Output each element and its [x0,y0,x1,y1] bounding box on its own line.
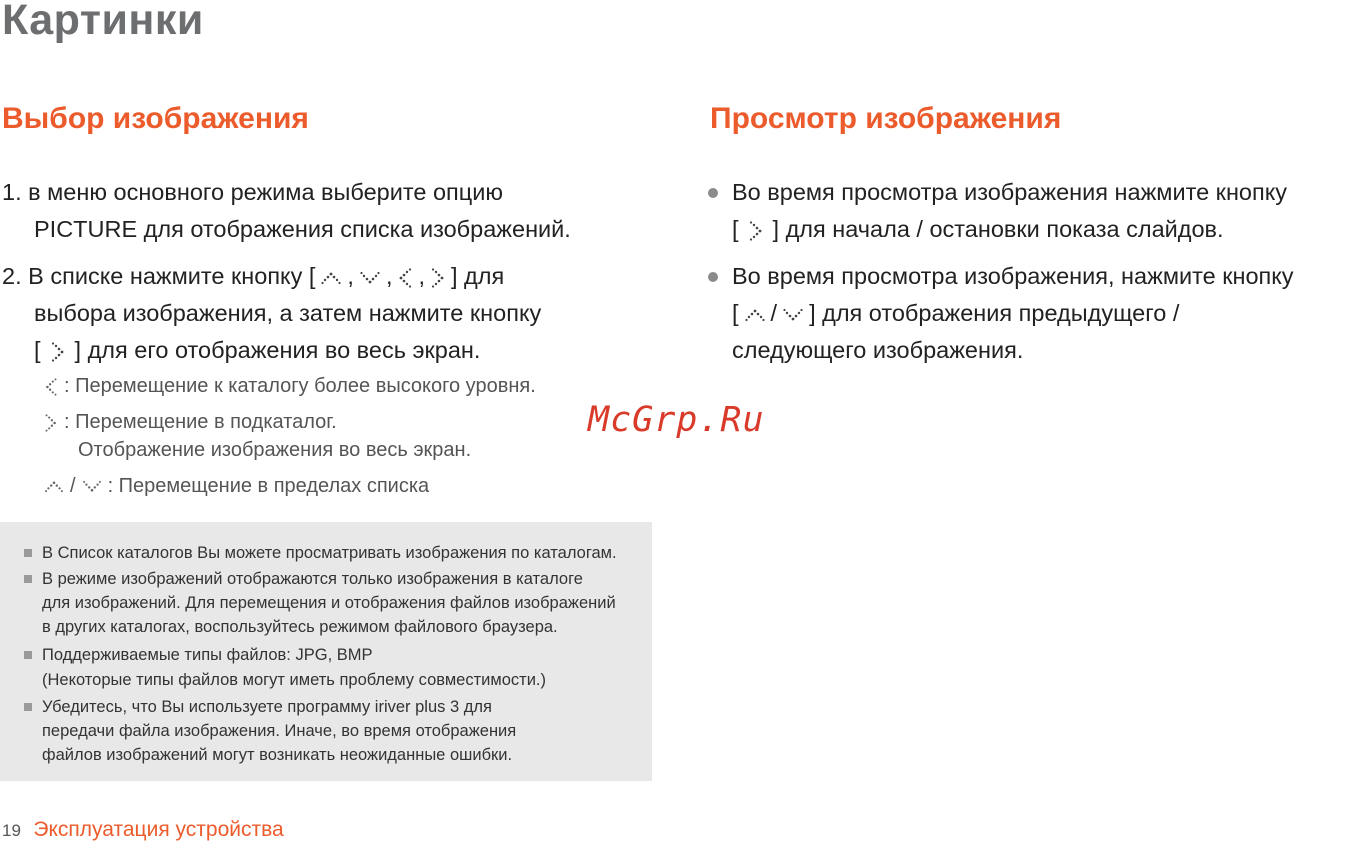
bullet-prev-next-line3 [710,332,1023,369]
separator: , [385,263,393,289]
slash: / [70,475,76,497]
right-arrow-icon [431,268,445,288]
step-1 [2,174,503,211]
bullet-text: Во время просмотра изображения нажмите кнопку [732,179,1288,205]
view-image-heading: Просмотр изображения [710,102,1062,135]
page-number: 19 [2,821,21,840]
info-item-formats [42,642,373,668]
down-arrow-icon [82,480,102,493]
bullet-text-suffix: ] для начала / остановки показа слайдов. [772,216,1224,242]
info-item-software-line2: передачи файла изображения. Иначе, во время отображения [42,722,517,740]
step-2 [2,258,504,295]
bullet-prev-next-line2 [710,295,1179,332]
slash: / [770,300,778,326]
left-arrow-icon [44,378,58,396]
info-item-mode [42,566,583,592]
bullet-text-line2 [710,211,1224,248]
up-arrow-icon [321,271,341,285]
down-arrow-icon [783,308,803,322]
bullet-slideshow-line2 [710,211,1224,248]
note-text: : Перемещение к каталогу более высокого уровня. [64,375,536,397]
bullet-dot [708,188,718,198]
bullet-text-line3: следующего изображения. [732,337,1024,363]
note-updown-keys [44,472,429,501]
info-text: В режиме изображений отображаются только изображения в каталоге [42,570,583,588]
step-text: В списке нажмите кнопку [ [28,263,316,289]
info-text: Поддерживаемые типы файлов: JPG, BMP [42,646,373,664]
footer [2,818,284,842]
bracket-open: [ [732,216,739,242]
square-bullet-icon [24,575,32,583]
note-right-key [44,408,337,437]
bracket-open: [ [732,300,739,326]
note-left-key [44,372,536,401]
info-item-software [42,694,492,720]
step-number: 2. [2,263,22,289]
info-text: В Список каталогов Вы можете просматривать изображения по каталогам. [42,544,617,562]
bullet-dot [708,272,718,282]
bullet-text-suffix: ] для отображения предыдущего / [809,300,1180,326]
step-number: 1. [2,179,22,205]
footer-section: Эксплуатация устройства [33,818,284,841]
info-box [0,522,652,781]
bullet-text-line2 [710,295,1179,332]
up-arrow-icon [44,480,64,493]
note-text: : Перемещение в пределах списка [107,475,430,497]
left-arrow-icon [398,268,412,288]
bullet-prev-next [710,258,1294,295]
right-arrow-icon [44,414,58,432]
square-bullet-icon [24,651,32,659]
note-text: : Перемещение в подкаталог. [64,411,337,433]
info-item-formats-line2: (Некоторые типы файлов могут иметь проблему совместимости.) [42,671,546,689]
watermark: McGrp.Ru [588,400,765,440]
right-arrow-icon [51,342,65,362]
bullet-text: Во время просмотра изображения, нажмите кнопку [732,263,1294,289]
step-text: в меню основного режима выберите опцию [28,179,503,205]
step-text: ] для его отображения во весь экран. [74,337,481,363]
step-2-line3 [34,332,480,369]
bullet-slideshow [710,174,1287,211]
info-item-catalogs [42,540,617,566]
square-bullet-icon [24,549,32,557]
info-item-software-line3: файлов изображений могут возникать неожиданные ошибки. [42,746,513,764]
bracket-open: [ [34,337,41,363]
page-title: Картинки [2,0,204,44]
square-bullet-icon [24,703,32,711]
step-2-line2: выбора изображения, а затем нажмите кнопку [34,300,542,326]
note-right-key-line2: Отображение изображения во весь экран. [78,439,472,461]
info-item-mode-line2: для изображений. Для перемещения и отображения файлов изображений [42,594,616,612]
down-arrow-icon [360,271,380,285]
up-arrow-icon [745,308,765,322]
step-1-line2: PICTURE для отображения списка изображений. [34,216,571,242]
right-arrow-icon [749,221,763,241]
separator: , [418,263,425,289]
select-image-heading: Выбор изображения [2,102,309,135]
separator: , [347,263,354,289]
step-text-suffix: ] для [451,263,505,289]
info-text: Убедитесь, что Вы используете программу iriver plus 3 для [42,698,492,716]
info-item-mode-line3: в других каталогах, воспользуйтесь режимом файлового браузера. [42,618,558,636]
